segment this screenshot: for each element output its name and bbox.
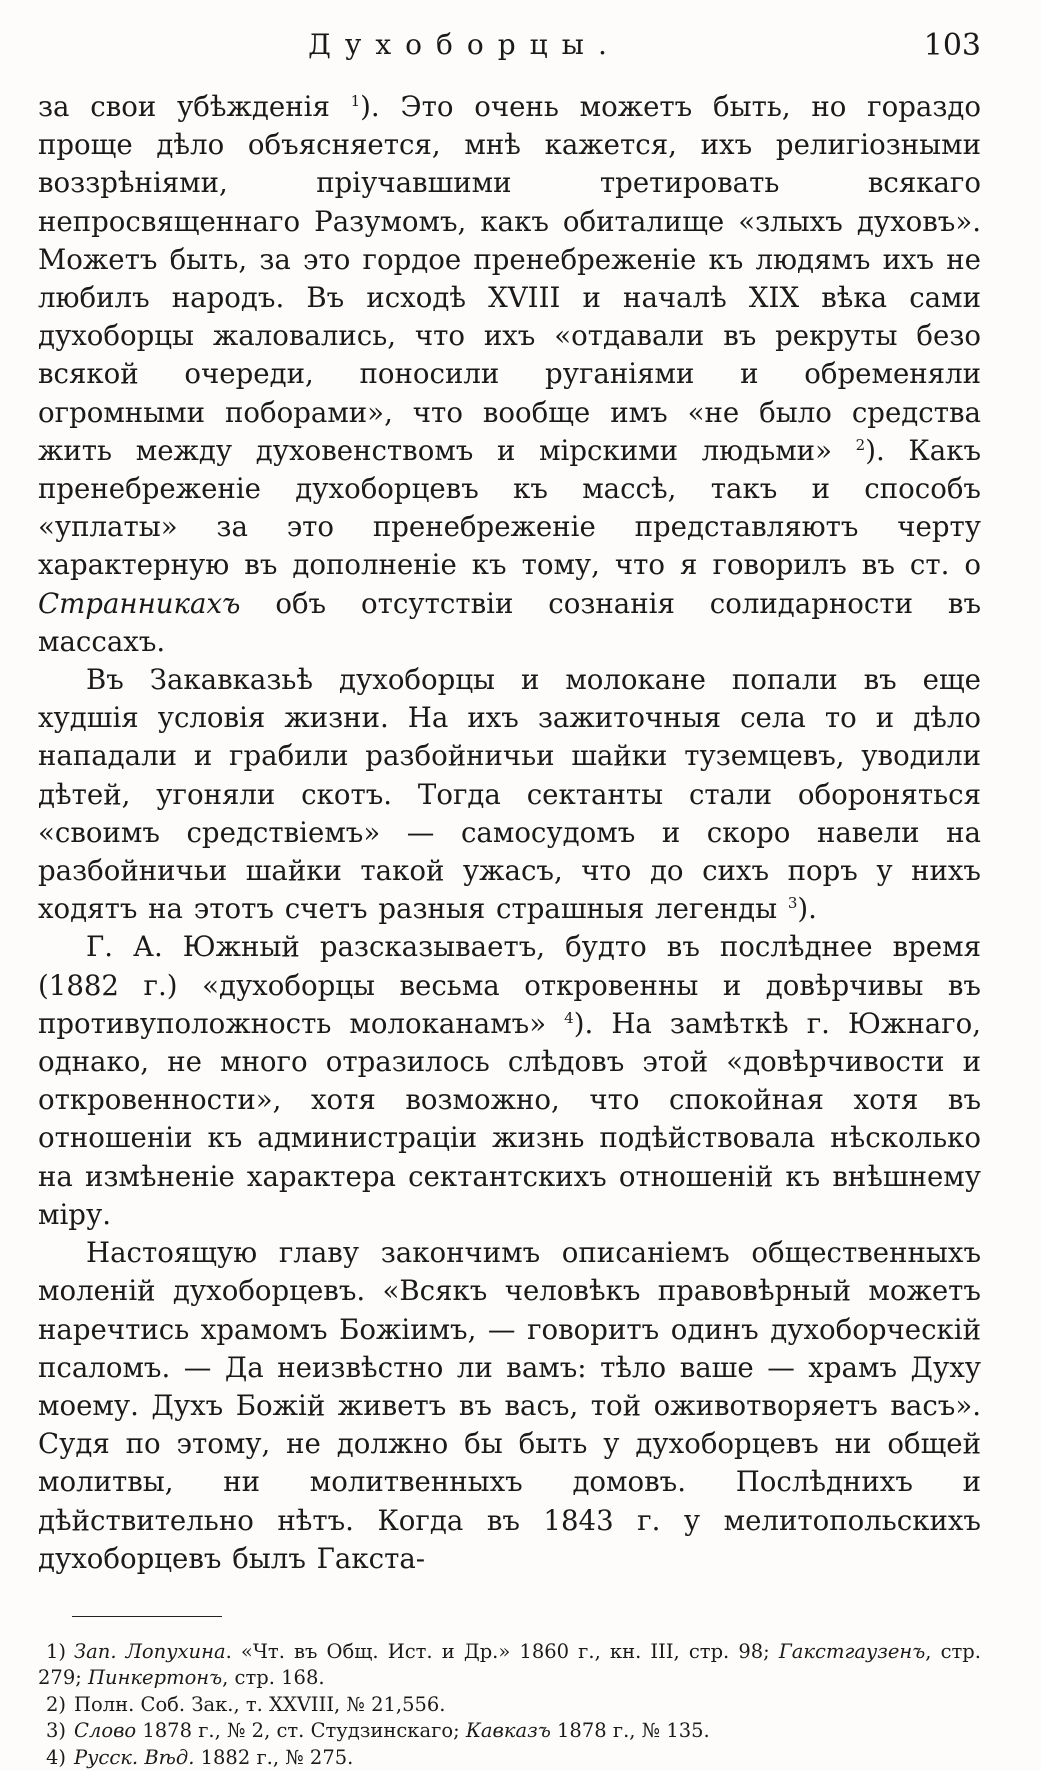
footnote-italic: Зап. Лопухина (74, 1639, 226, 1663)
footnote-italic: Русск. Вѣд. (74, 1745, 195, 1769)
footnote-mark: 3) (45, 1719, 66, 1743)
footnote-italic: Гакстгаузенъ (778, 1639, 926, 1663)
page-number: 103 (923, 28, 981, 63)
text-run: Настоящую главу закончимъ описаніемъ общественныхъ моленій духоборцевъ. «Всякъ человѣкъ правовѣрный можетъ наречтись храмомъ Божіимъ, — говоритъ одинъ духоборческій псаломъ. — Да неизвѣстно ли вамъ: тѣло ваше — храмъ Духу моему. Духъ Божій живетъ въ васъ, той оживотворяетъ васъ». Судя по этому, не должно бы быть у духоборцевъ ни общей молитвы, ни молитвенныхъ домовъ. Послѣднихъ и дѣйствительно нѣтъ. Когда въ 1843 г. у мелитопольскихъ духоборцевъ былъ Гакста- (38, 1236, 981, 1575)
text-run: Г. А. Южный разсказываетъ, будто въ послѣднее время (1882 г.) «духоборцы весьма откровенны и довѣрчивы въ противуположность молоканамъ» (38, 930, 981, 1040)
paragraph (38, 928, 981, 1234)
footnote-text: 1878 г., № 135. (550, 1719, 710, 1743)
footnote-reference: 3 (787, 894, 798, 913)
italic-title: Странникахъ (38, 586, 241, 620)
footnote (38, 1718, 981, 1745)
footnote-reference: 2 (855, 435, 866, 454)
text-run: ). (797, 892, 817, 926)
text-run: Въ Закавказьѣ духоборцы и молокане попали въ еще худшія условія жизни. На ихъ зажиточныя села то и дѣло нападали и грабили разбойничьи шайки туземцевъ, уводили дѣтей, угоняли скотъ. Тогда сектанты стали обороняться «своимъ средствіемъ» — самосудомъ и скоро навели на разбойничьи шайки такой ужасъ, что до сихъ поръ у нихъ ходятъ на этотъ счетъ разныя страшныя легенды (38, 663, 981, 926)
footnote-text: 1882 г., № 275. (194, 1745, 354, 1769)
footnote-italic: Слово (74, 1719, 137, 1743)
footnote-mark: 4) (45, 1745, 66, 1769)
paragraph (38, 1234, 981, 1578)
running-title: Духоборцы. (308, 28, 621, 61)
text-run: объ отсутствіи сознанія солидарности въ массахъ. (38, 586, 981, 658)
footnote-italic: Пинкертонъ (88, 1666, 223, 1690)
paragraph (38, 661, 981, 928)
footnote (38, 1692, 981, 1719)
text-run: за свои убѣжденія (38, 90, 351, 123)
paragraph (38, 88, 981, 661)
footnote-text: 1878 г., № 2, ст. Студзинскаго; (136, 1719, 466, 1743)
text-run: ). Какъ пренебреженіе духоборцевъ къ массѣ, такъ и способъ «уплаты» за это пренебреженіе представляютъ черту характерную въ дополненіе къ тому, что я говорилъ въ ст. о (38, 433, 982, 582)
footnote-italic: Кавказъ (465, 1719, 551, 1743)
footnote-mark: 1) (45, 1639, 66, 1663)
footnote-text: . «Чт. въ Общ. Ист. и Др.» 1860 г., кн. III, стр. 98; (225, 1639, 779, 1663)
main-text (38, 88, 981, 1578)
text-run: ). Это очень можетъ быть, но гораздо проще дѣло объясняется, мнѣ кажется, ихъ религіозными воззрѣніями, пріучавшими третировать всякаго непросвященнаго Разумомъ, какъ обиталище «злыхъ духовъ». Можетъ быть, за это гордое пренебреженіе къ людямъ ихъ не любилъ народъ. Въ исходѣ XVIII и началѣ XIX вѣка сами духоборцы жаловались, что ихъ «отдавали въ рекруты безо всякой очереди, поносили руганіями и обременяли огромными поборами», что вообще имъ «не было средства жить между духовенствомъ и мірскими людьми» (38, 90, 982, 467)
footnote-text: , стр. 279; (38, 1639, 981, 1690)
footnote (38, 1745, 981, 1771)
footnotes (38, 1639, 981, 1771)
footnote-mark: 2) (45, 1692, 66, 1716)
footnote-text: Полн. Соб. Зак., т. XXVIII, № 21,556. (74, 1692, 446, 1716)
text-run: ). На замѣткѣ г. Южнаго, однако, не много отразилось слѣдовъ этой «довѣрчивости и откровенности», хотя возможно, что спокойная хотя въ отношеніи къ администраціи жизнь подѣйствовала нѣсколько на измѣненіе характера сектантскихъ отношеній къ внѣшнему міру. (38, 1006, 982, 1231)
page-header (38, 28, 981, 88)
footnote-text: , стр. 168. (222, 1666, 325, 1690)
footnote (38, 1639, 981, 1692)
footnote-reference: 1 (350, 91, 361, 110)
footnote-divider (72, 1616, 222, 1617)
footnote-reference: 4 (564, 1008, 574, 1027)
